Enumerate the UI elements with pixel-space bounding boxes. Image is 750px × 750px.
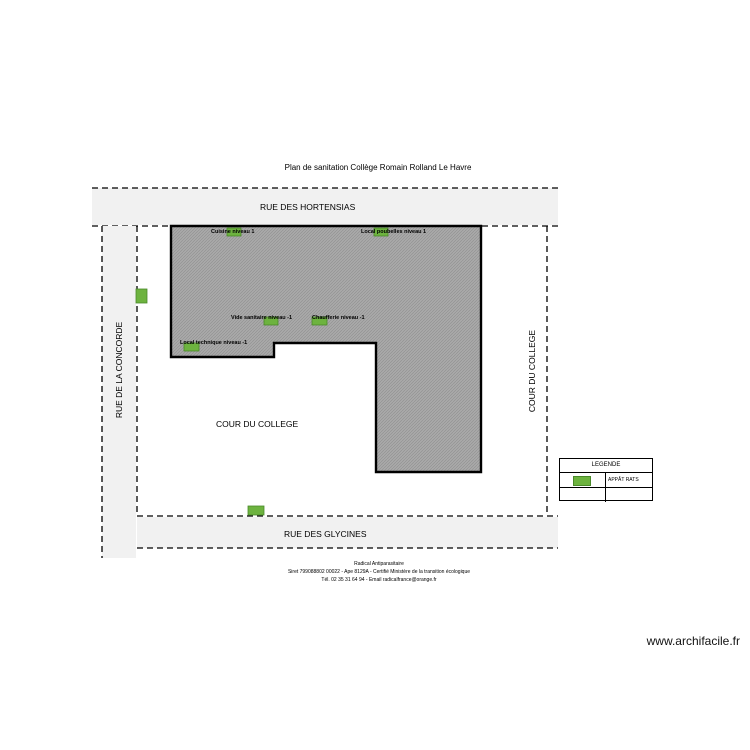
legend-bait-label: APPÂT RATS: [608, 477, 639, 483]
watermark: www.archifacile.fr: [646, 634, 740, 648]
room-label-vide-sanitaire: Vide sanitaire niveau -1: [231, 315, 293, 321]
room-label-cuisine: Cuisine niveau 1: [211, 229, 255, 235]
room-label-chaufferie: Chaufferie niveau -1: [312, 315, 365, 321]
room-label-local-technique: Local technique niveau -1: [180, 340, 248, 346]
footer-contact: Tél. 02 35 31 64 94 - Email radicalfrance@orange.fr: [321, 577, 437, 583]
street-label-east: COUR DU COLLEGE: [527, 329, 537, 413]
bait-station: [136, 289, 147, 303]
legend-empty-row: [560, 488, 652, 502]
footer-siret: Siret 799088802 00022 - Ape 8129A - Certifié Ministère de la transition écologique: [287, 569, 471, 575]
legend-bait-swatch: [573, 476, 591, 486]
plan-title: Plan de sanitation Collège Romain Rolland Le Havre: [284, 163, 472, 172]
college-building: [171, 226, 481, 472]
street-label-south: RUE DES GLYCINES: [284, 529, 367, 539]
footer: [0, 560, 750, 584]
street-label-north: RUE DES HORTENSIAS: [260, 202, 356, 212]
street-label-west: RUE DE LA CONCORDE: [114, 321, 124, 419]
footer-company: Radical Antiparasitaire: [354, 561, 404, 567]
room-label-local-poubelles: Local poubelles niveau 1: [361, 229, 427, 235]
legend-row: [560, 473, 652, 488]
courtyard-label: COUR DU COLLEGE: [216, 419, 299, 429]
bait-station: [248, 506, 264, 515]
legend-title: LEGENDE: [560, 459, 652, 473]
legend-box: [559, 458, 653, 501]
